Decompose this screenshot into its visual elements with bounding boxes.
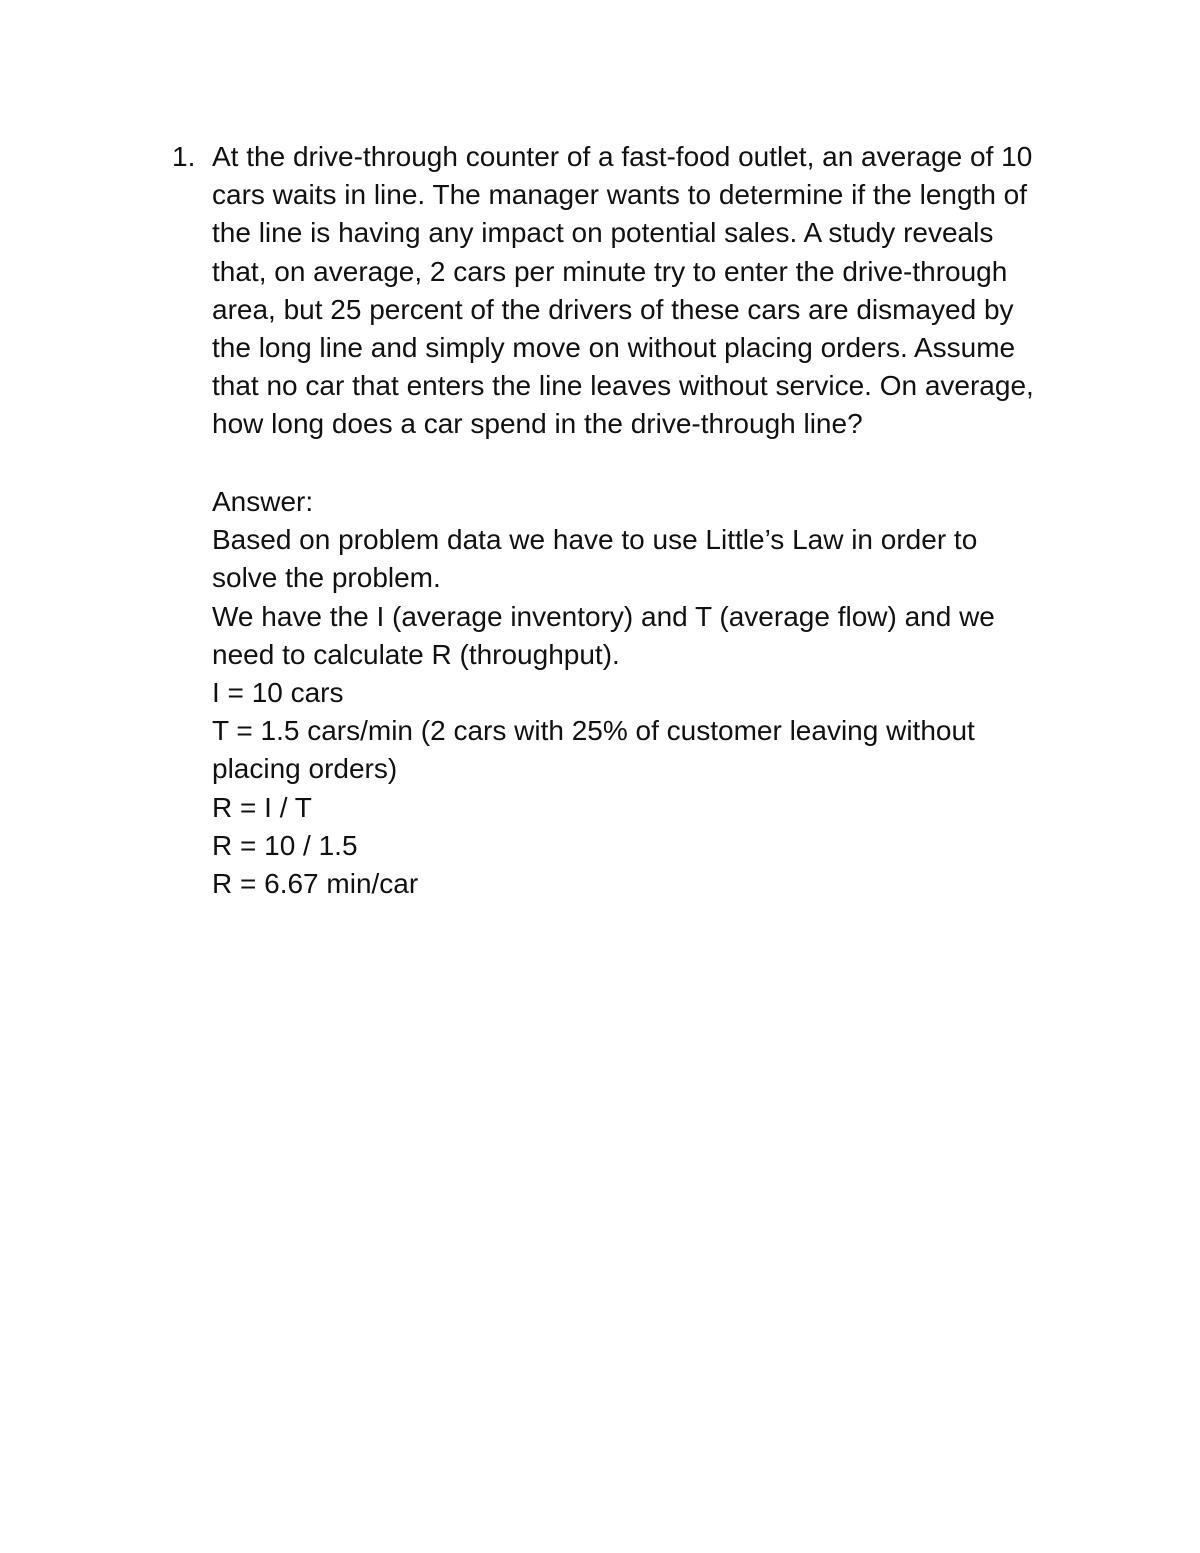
question-line: the long line and simply move on without placing orders. Assume bbox=[212, 332, 1016, 364]
answer-line: placing orders) bbox=[212, 753, 398, 785]
question-line: that no car that enters the line leaves without service. On average, bbox=[212, 370, 1034, 402]
question-line: how long does a car spend in the drive-through line? bbox=[212, 408, 863, 440]
answer-line: Based on problem data we have to use Little’s Law in order to bbox=[212, 524, 978, 556]
question-line: that, on average, 2 cars per minute try to enter the drive-through bbox=[212, 255, 1008, 287]
answer-line: We have the I (average inventory) and T (average flow) and we bbox=[212, 600, 995, 632]
answer-heading: Answer: bbox=[212, 486, 314, 517]
question-line: At the drive-through counter of a fast-food outlet, an average of 10 bbox=[212, 141, 1033, 172]
question-number: 1. bbox=[172, 141, 196, 172]
answer-equation: I = 10 cars bbox=[212, 677, 344, 709]
answer-line: need to calculate R (throughput). bbox=[212, 638, 620, 670]
answer-block bbox=[212, 483, 1092, 903]
question-block bbox=[172, 138, 1092, 444]
question-text bbox=[212, 138, 1092, 444]
question-line: area, but 25 percent of the drivers of these cars are dismayed by bbox=[212, 293, 1014, 325]
answer-equation: T = 1.5 cars/min (2 cars with 25% of customer leaving without bbox=[212, 715, 975, 747]
answer-equation: R = I / T bbox=[212, 791, 312, 823]
answer-line: solve the problem. bbox=[212, 562, 441, 594]
question-line: the line is having any impact on potential sales. A study reveals bbox=[212, 217, 994, 249]
answer-result: R = 6.67 min/car bbox=[212, 868, 419, 900]
answer-equation: R = 10 / 1.5 bbox=[212, 829, 358, 861]
question-line: cars waits in line. The manager wants to determine if the length of bbox=[212, 179, 1028, 211]
